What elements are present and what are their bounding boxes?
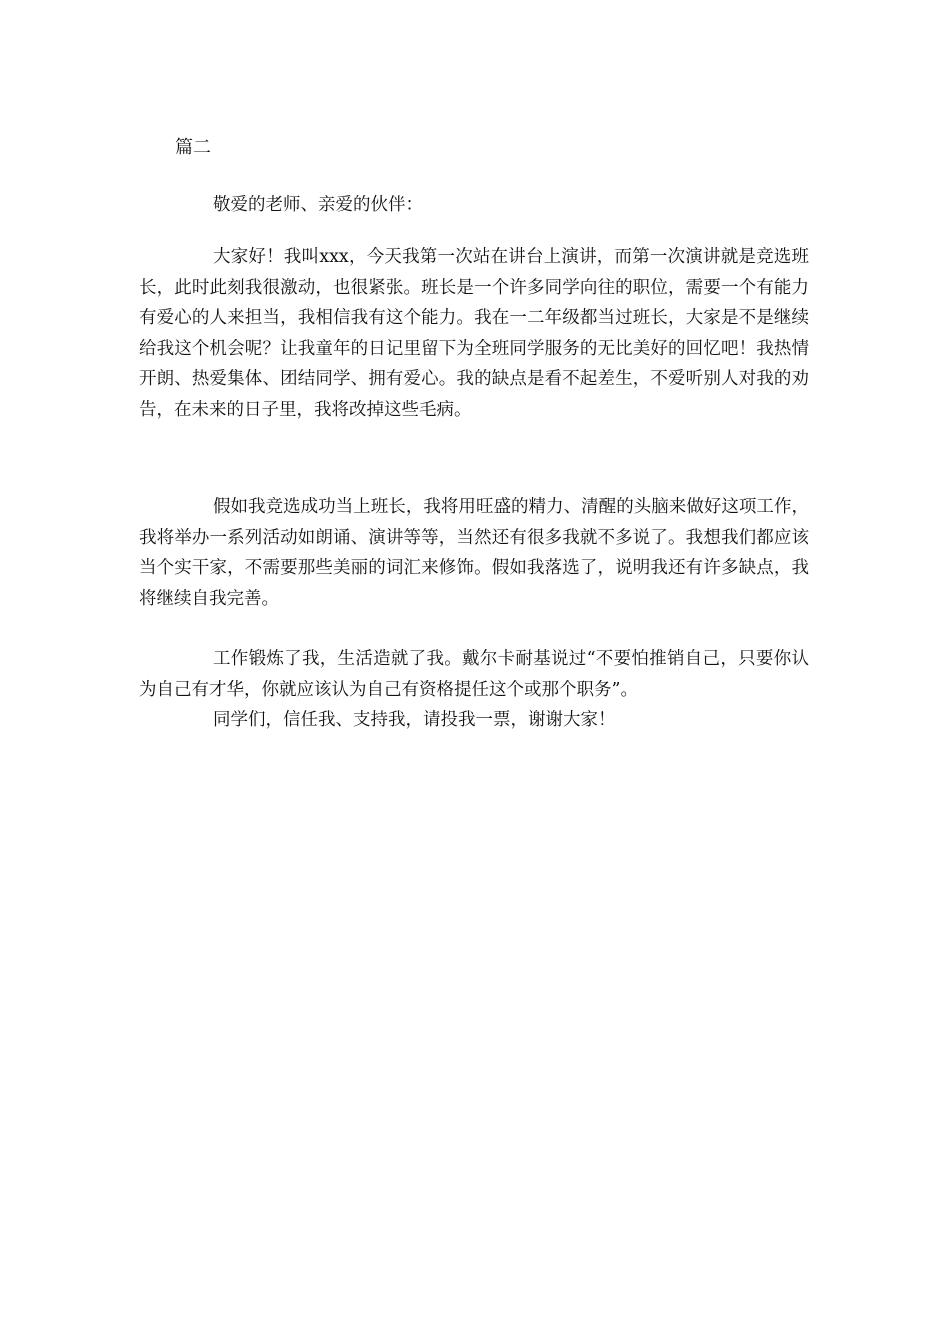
- salutation-paragraph: 敬爱的老师、亲爱的伙伴：: [213, 195, 423, 215]
- quote-paragraph: 工作锻炼了我，生活造就了我。戴尔卡耐基说过“不要怕推销自己，只要你认为自己有才华，你就应该认为自己有资格提任这个或那个职务”。: [139, 649, 809, 700]
- plan-paragraph: 假如我竞选成功当上班长，我将用旺盛的精力、清醒的头脑来做好这项工作，我将举办一系列活动如朗诵、演讲等等，当然还有很多我就不多说了。我想我们都应该当个实干家，不需要那些美丽的词汇来修饰。假如我落选了，说明我还有许多缺点，我将继续自我完善。: [139, 497, 809, 609]
- intro-paragraph: 大家好！我叫xxx，今天我第一次站在讲台上演讲，而第一次演讲就是竞选班长，此时此刻我很激动，也很紧张。班长是一个许多同学向往的职位，需要一个有能力有爱心的人来担当，我相信我有这个能力。我在一二年级都当过班长，大家是不是继续给我这个机会呢？让我童年的日记里留下为全班同学服务的无比美好的回忆吧！我热情开朗、热爱集体、团结同学、拥有爱心。我的缺点是看不起差生，不爱听别人对我的劝告，在未来的日子里，我将改掉这些毛病。: [139, 247, 809, 420]
- section-title: 篇二: [175, 137, 211, 158]
- closing-paragraph: 同学们，信任我、支持我，请投我一票，谢谢大家！: [213, 710, 616, 730]
